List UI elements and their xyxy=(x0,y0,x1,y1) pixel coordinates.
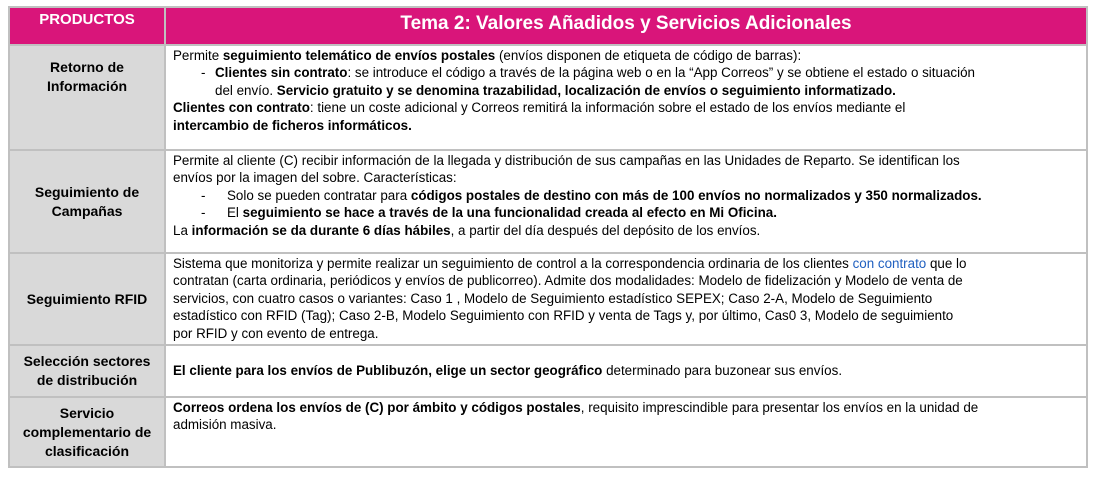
row-content-sectores xyxy=(165,345,1087,397)
con-contrato-link[interactable]: con contrato xyxy=(852,256,927,271)
content-line: El cliente para los envíos de Publibuzón, elige un sector geográfico determinado para buzonear sus envíos. xyxy=(173,362,843,378)
table-row-clasificacion xyxy=(9,397,1087,467)
row-label-sectores xyxy=(9,345,165,397)
label-line: Seguimiento de xyxy=(34,183,140,200)
products-header: PRODUCTOS xyxy=(9,7,165,45)
label-line: Campañas xyxy=(51,202,123,219)
row-content-campanas xyxy=(165,150,1087,253)
row-content-rfid xyxy=(165,253,1087,345)
label-line: Servicio xyxy=(59,404,115,421)
header-row xyxy=(9,7,1087,45)
table-row-sectores xyxy=(9,345,1087,397)
table-row-retorno xyxy=(9,45,1087,150)
content-line: envíos por la imagen del sobre. Características: xyxy=(173,170,457,186)
content-line: Correos ordena los envíos de (C) por ámbito y códigos postales, requisito imprescindible para presentar los envíos en la unidad de xyxy=(173,400,979,416)
label-line: Seguimiento RFID xyxy=(26,290,148,307)
content-line: -Clientes sin contrato: se introduce el código a través de la página web o en la “App Correos” y se obtiene el estado o situación xyxy=(201,65,975,81)
label-line: de distribución xyxy=(36,372,138,389)
content-line: del envío. Servicio gratuito y se denomina trazabilidad, localización de envíos o seguimiento informatizado. xyxy=(215,82,896,98)
content-line: La información se da durante 6 días hábiles, a partir del día después del depósito de los envíos. xyxy=(173,222,761,238)
row-content-clasificacion xyxy=(165,397,1087,467)
topic-title: Tema 2: Valores Añadidos y Servicios Adicionales xyxy=(165,7,1087,45)
table-row-rfid xyxy=(9,253,1087,345)
row-content-retorno xyxy=(165,45,1087,150)
content-line: Permite seguimiento telemático de envíos postales (envíos disponen de etiqueta de código de barras): xyxy=(173,48,802,63)
content-line: admisión masiva. xyxy=(173,417,277,433)
content-line: servicios, con cuatro casos o variantes: Caso 1 , Modelo de Seguimiento estadístico SEPEX; Caso 2-A, Modelo de Seguimiento xyxy=(173,290,933,306)
content-line: intercambio de ficheros informáticos. xyxy=(173,117,412,133)
content-line: Clientes con contrato: tiene un coste adicional y Correos remitirá la información sobre el estado de los envíos mediante el xyxy=(173,100,906,116)
table-row-campanas xyxy=(9,150,1087,253)
row-label-rfid xyxy=(9,253,165,345)
content-line: Permite al cliente (C) recibir información de la llegada y distribución de sus campañas en las Unidades de Reparto. Se identifican los xyxy=(173,153,960,168)
products-table xyxy=(8,6,1088,468)
content-line: contratan (carta ordinaria, periódicos y envíos de publicorreo). Admite dos modalidades: Modelo de fidelización y Modelo de venta de xyxy=(173,273,963,289)
content-line: - Solo se pueden contratar para códigos postales de destino con más de 100 envíos no normalizados y 350 normalizados. xyxy=(201,187,982,203)
label-line: Selección sectores xyxy=(23,353,151,370)
content-line: por RFID y con evento de entrega. xyxy=(173,325,379,341)
content-line: estadístico con RFID (Tag); Caso 2-B, Modelo Seguimiento con RFID y venta de Tags y, por último, Cas0 3, Modelo de seguimiento xyxy=(173,308,954,324)
row-label-retorno xyxy=(9,45,165,150)
label-line: Información xyxy=(46,78,128,94)
content-line: - El seguimiento se hace a través de la una funcionalidad creada al efecto en Mi Oficina. xyxy=(201,205,777,221)
label-line: complementario de xyxy=(22,423,152,440)
label-line: Retorno de xyxy=(50,59,124,75)
row-label-clasificacion xyxy=(9,397,165,467)
label-line: clasificación xyxy=(44,442,130,459)
row-label-campanas xyxy=(9,150,165,253)
content-line: Sistema que monitoriza y permite realizar un seguimiento de control a la correspondencia ordinaria de los clientes con contrato que lo xyxy=(173,256,967,271)
